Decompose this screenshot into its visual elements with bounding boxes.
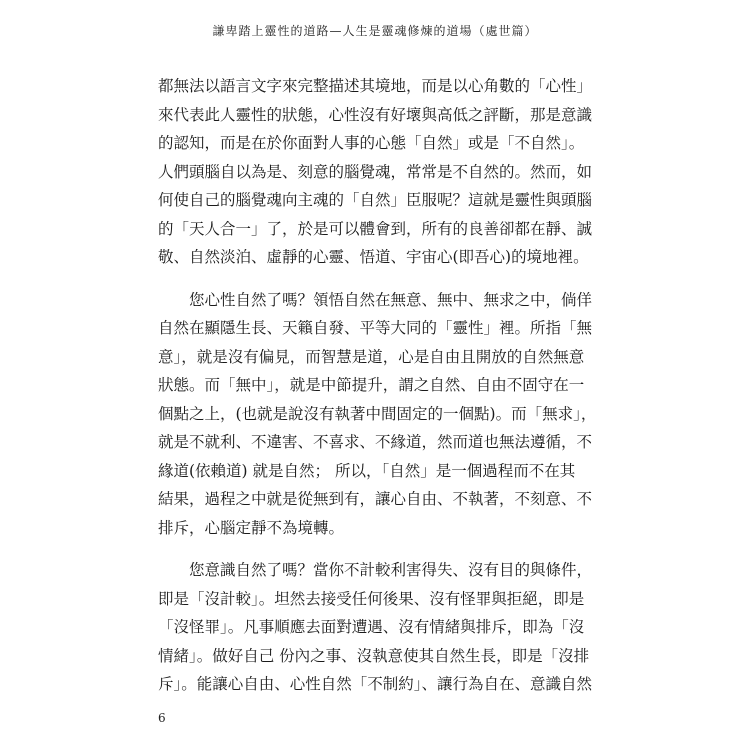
text-line: 斥」。能讓心自由、心性自然「不制約」、讓行為自在、意識自然 bbox=[158, 675, 593, 693]
paragraph-3 bbox=[158, 556, 593, 699]
text-line: 意」，就是沒有偏見，而智慧是道，心是自由且開放的自然無意 bbox=[158, 347, 585, 366]
text-line: 您心性自然了嗎？領悟自然在無意、無中、無求之中，倘佯 bbox=[158, 290, 593, 309]
text-line: 人們頭腦自以為是、刻意的腦覺魂，常常是不自然的。然而，如 bbox=[158, 162, 593, 181]
text-line: 的「天人合一」了，於是可以體會到，所有的良善卻都在靜、誠 bbox=[158, 219, 593, 238]
text-line: 即是「沒計較」。坦然去接受任何後果、沒有怪罪與拒絕，即是 bbox=[158, 589, 585, 608]
text-line: 來代表此人靈性的狀態，心性沒有好壞與高低之評斷，那是意識 bbox=[158, 105, 593, 124]
running-header: 謙卑踏上靈性的道路—人生是靈魂修煉的道場（處世篇） bbox=[212, 24, 538, 38]
text-line: 您意識自然了嗎？當你不計較利害得失、沒有目的與條件， bbox=[158, 561, 593, 579]
paragraph-1 bbox=[158, 72, 593, 272]
text-line: 自然在顯隱生長、天籟自發、平等大同的「靈性」裡。所指「無 bbox=[158, 319, 593, 337]
text-line: 的認知，而是在於你面對人事的心態「自然」或是「不自然」。 bbox=[158, 134, 585, 152]
text-line: 就是不就利、不違害、不喜求、不緣道，然而道也無法遵循，不 bbox=[158, 433, 593, 451]
text-line: 「沒怪罪」。凡事順應去面對遭遇、沒有情緒與排斥，即為「沒 bbox=[158, 618, 585, 636]
text-line: 個點之上，(也就是說沒有執著中間固定的一個點)。而「無求」， bbox=[158, 404, 597, 423]
text-line: 何使自己的腦覺魂向主魂的「自然」臣服呢？這就是靈性與頭腦 bbox=[158, 191, 593, 209]
text-line: 都無法以語言文字來完整描述其境地，而是以心角數的「心性」 bbox=[158, 77, 593, 95]
page-number: 6 bbox=[158, 711, 166, 725]
text-line: 敬、自然淡泊、虛靜的心靈、悟道、宇宙心(即吾心)的境地裡。 bbox=[158, 248, 589, 266]
body-text bbox=[158, 72, 597, 699]
text-line: 情緒」。做好自己 份內之事、沒執意使其自然生長，即是「沒排 bbox=[158, 646, 590, 665]
text-line: 狀態。而「無中」，就是中節提升，謂之自然、自由不固守在一 bbox=[158, 376, 585, 394]
text-line: 緣道(依賴道) 就是自然； 所以，「自然」是一個過程而不在其 bbox=[158, 461, 576, 480]
text-line: 排斥，心腦定靜不為境轉。 bbox=[158, 518, 345, 537]
paragraph-2 bbox=[158, 286, 597, 543]
text-line: 結果，過程之中就是從無到有，讓心自由、不執著，不刻意、不 bbox=[158, 490, 593, 508]
